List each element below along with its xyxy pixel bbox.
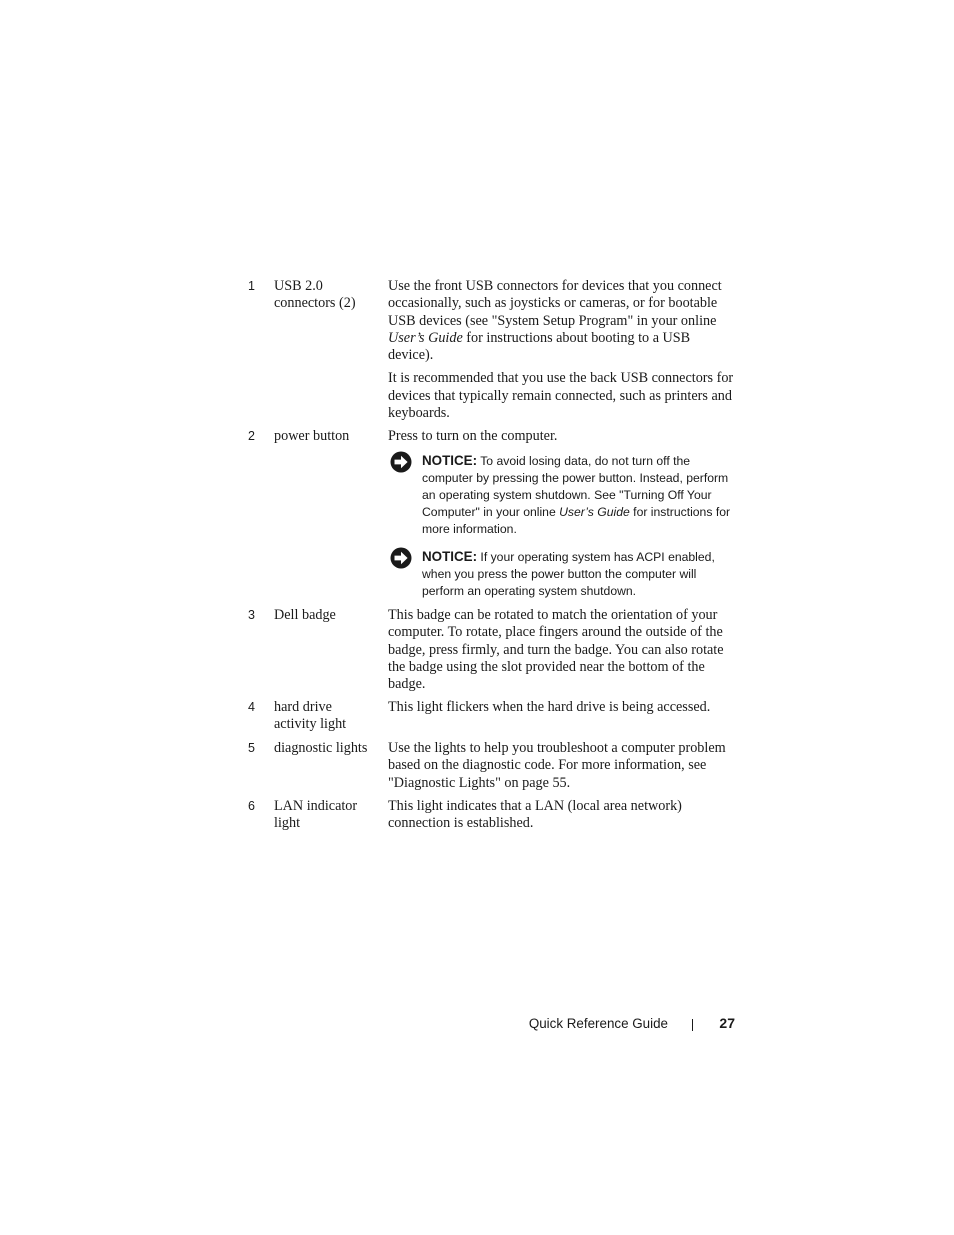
description-paragraph: Use the front USB connectors for devices that you connect occasionally, such as joysticks or cameras, or for bootable USB devices (see "System Setup Program" in your online User’s Guide for instructions about booting to a USB device). — [388, 278, 722, 364]
notice-label: NOTICE: — [422, 549, 478, 564]
item-number: 2 — [248, 429, 255, 443]
item-number: 5 — [248, 741, 255, 755]
notice-text: NOTICE: To avoid losing data, do not turn off the computer by pressing the power button. Instead, perform an operating system shutdown. See "Turning Off Your Computer" in your online User’s Guide for instructions for more information. — [422, 453, 731, 537]
notice-arrow-icon — [390, 451, 412, 473]
item-number: 4 — [248, 700, 255, 714]
footer-separator — [692, 1019, 693, 1031]
item-number: 6 — [248, 799, 255, 813]
item-label: power button — [274, 428, 350, 444]
item-description: This light flickers when the hard drive is being accessed. — [388, 699, 711, 715]
notice-arrow-icon — [390, 547, 412, 569]
item-description: This badge can be rotated to match the orientation of your computer. To rotate, place fingers around the outside of the badge, press firmly, and turn the badge. You can also rotate the badge using the slot provided near the bottom of the badge. — [388, 607, 724, 693]
item-number: 3 — [248, 608, 255, 622]
item-description — [388, 278, 738, 428]
description-paragraph: It is recommended that you use the back USB connectors for devices that typically remain connected, such as printers and keyboards. — [388, 370, 734, 422]
notice-text: NOTICE: If your operating system has ACPI enabled, when you press the power button the computer will perform an operating system shutdown. — [422, 549, 715, 599]
item-description: This light indicates that a LAN (local area network) connection is established. — [388, 798, 682, 832]
users-guide-title: User’s Guide — [388, 329, 463, 346]
item-label: Dell badge — [274, 607, 336, 623]
notice-label: NOTICE: — [422, 453, 478, 468]
item-label: USB 2.0 connectors (2) — [274, 278, 356, 312]
item-number: 1 — [248, 279, 255, 293]
item-description: Use the lights to help you troubleshoot a computer problem based on the diagnostic code. For more information, see "Diagnostic Lights" on page 55. — [388, 740, 726, 791]
item-label: diagnostic lights — [274, 740, 368, 756]
page-number: 27 — [719, 1015, 735, 1031]
item-description: Press to turn on the computer. — [388, 428, 558, 444]
users-guide-title: User’s Guide — [559, 505, 630, 520]
footer-guide-title: Quick Reference Guide — [528, 1016, 668, 1031]
item-label: LAN indicator light — [274, 798, 358, 832]
item-label: hard drive activity light — [274, 699, 347, 733]
